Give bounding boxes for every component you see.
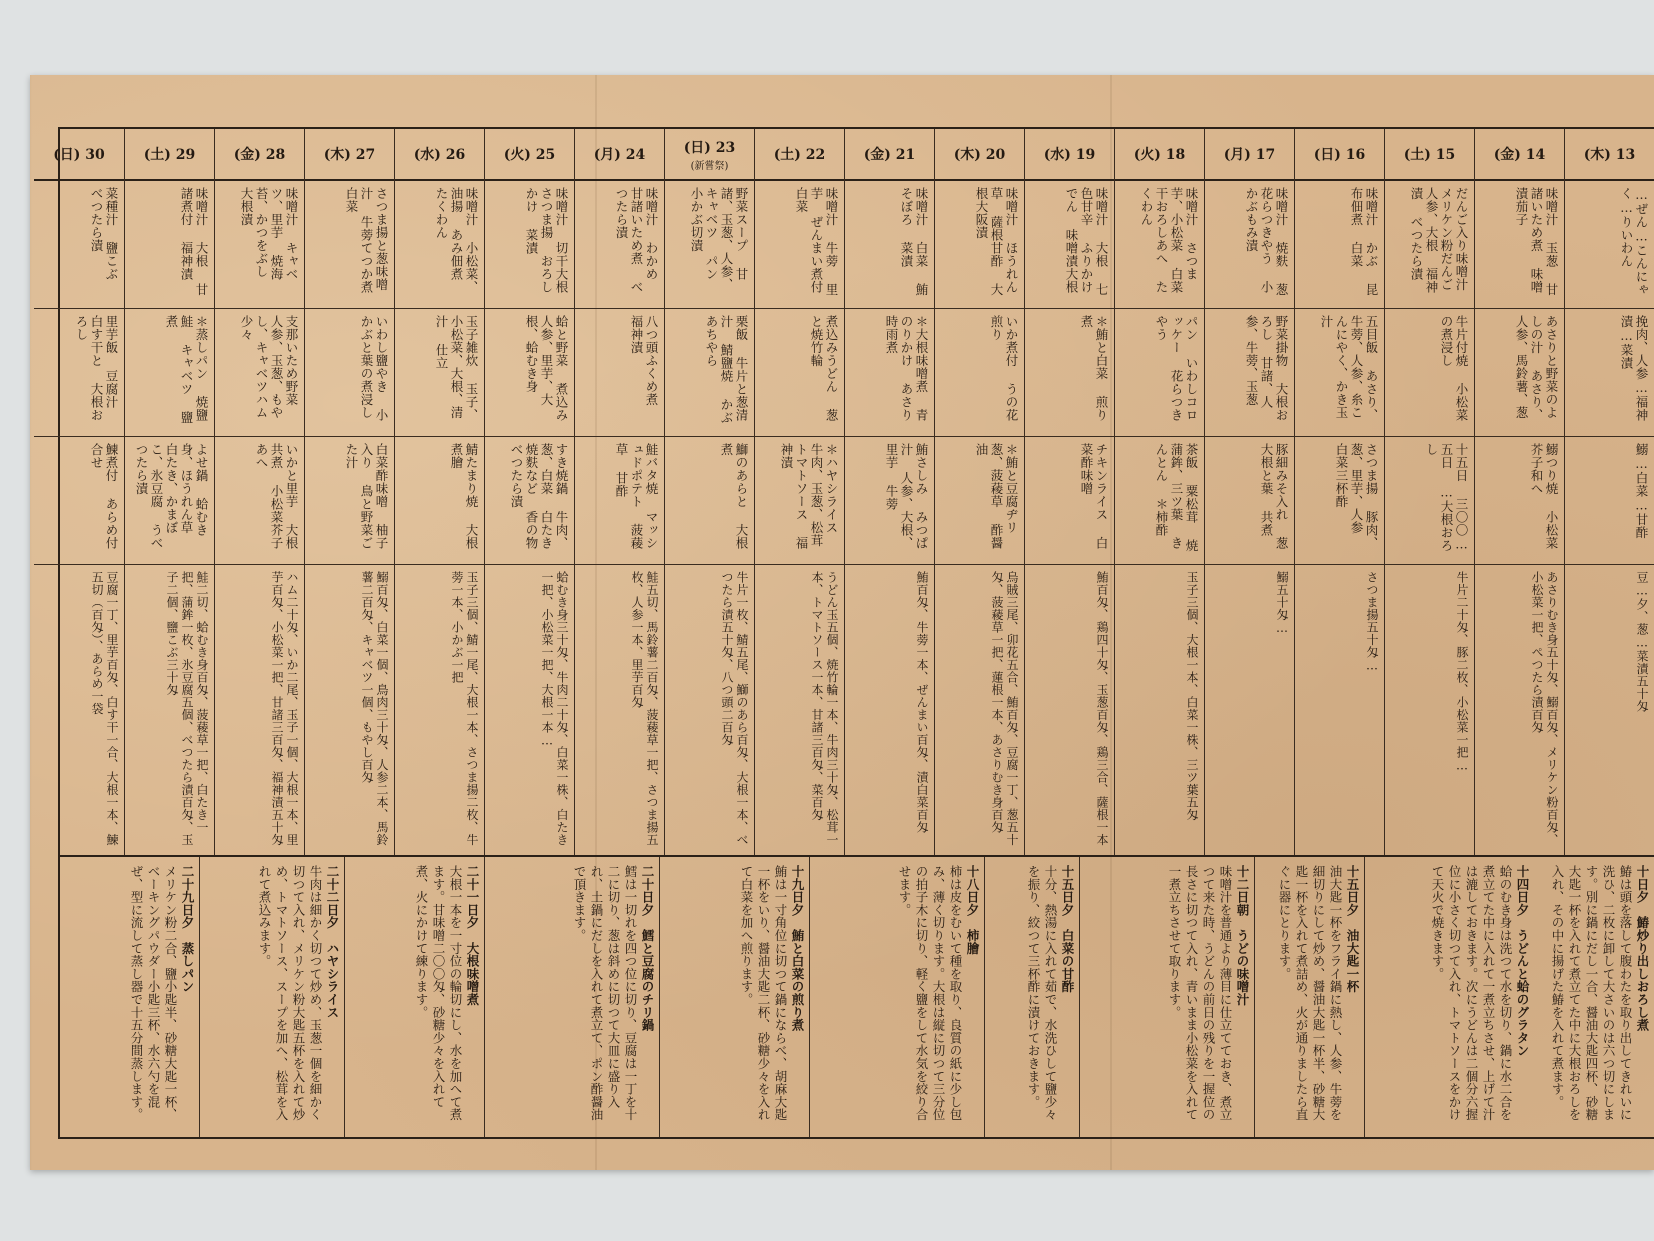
day-header: [395, 129, 484, 181]
day-column: [1474, 129, 1564, 855]
dinner-cell: 鮭バタ焼 マッシュドポテト 菠薐草 甘酢: [575, 437, 664, 565]
day-date: (土) 22: [773, 147, 826, 163]
day-header: [1115, 129, 1204, 181]
recipe-text: メリケン粉二合、鹽小匙半、砂糖大匙一杯、ベーキングパウダー小匙三杯、水六勺を混ぜ、型に流して蒸し器で十五分間蒸します。: [129, 865, 178, 1121]
breakfast-cell: …ぜん…こんにゃく…りいわん: [1565, 181, 1654, 309]
day-date: (月) 17: [1223, 147, 1276, 163]
recipe-day: 十五日夕: [1345, 865, 1360, 917]
ingredients-cell: さつま揚五十匁…: [1365, 571, 1379, 673]
day-date: (土) 15: [1403, 147, 1456, 163]
day-header: [1565, 129, 1654, 181]
recipe-block: [344, 857, 484, 1137]
day-header: [1295, 129, 1384, 181]
recipe-text: 鰆は頭を落して腹わたを取り出してきれいに洗ひ、二枚に卸して大さいのは六つ切にします。別に鍋にだし一合、醤油大匙四杯、砂糖大匙一杯を入れて煮立てた中に大根おろしを入れ、その中に揚げた鰆を入れて煮ます。: [1550, 865, 1633, 1121]
breakfast-cell: 味噌汁 焼麩 葱 花らつきやう 小かぶもみ漬: [1205, 181, 1294, 309]
lunch-cell: ＊蒸しパン 焼鹽鮭 キャベツ 鹽煮: [125, 309, 214, 437]
recipe-text: 油大匙一杯をフライ鍋に熱し、人参、牛蒡を細切りにして炒め、醤油大匙一杯半、砂糖大匙一杯を入れて煮詰め、火が通りましたら直ぐに器にとります。: [1277, 865, 1343, 1121]
day-date: (月) 24: [593, 147, 646, 163]
day-column: [844, 129, 934, 855]
ingredients-cell: 豆腐一丁、里芋百匁、白す干一合、大根一本、鰊五切（百匁）、あらめ一袋: [90, 571, 119, 846]
lunch-cell: 玉子雑炊 玉子、小松菜、大根、清汁 仕立: [395, 309, 484, 437]
ingredients-cell: 鮪百匁、鶏四十匁、玉葱百匁、鶏三合、薩根一本: [1095, 571, 1109, 846]
day-date: (木) 20: [953, 147, 1006, 163]
breakfast-cell: 味噌汁 玉葱 甘諸いため煮 味噌漬茄子: [1475, 181, 1564, 309]
dinner-cell: 鮪さしみ みつぱ汁 人参、大根、里芋 牛蒡: [845, 437, 934, 565]
breakfast-cell: さつま揚と葱味噌汁 牛蒡てつか煮 白菜: [305, 181, 394, 309]
recipe-text: 柿は皮をむいて種を取り、良質の紙に少し包み、薄く切ります。大根は縦に切つて三分位の拍子木に切り、軽く鹽をして水気を絞り合せます。: [897, 865, 963, 1121]
recipe-title: 鮪と白菜の煎り煮: [790, 929, 805, 1032]
day-header: [125, 129, 214, 181]
day-date: (金) 28: [233, 147, 286, 163]
day-header: [845, 129, 934, 181]
recipe-day: 十四日夕: [1515, 865, 1530, 917]
recipe-title: 油大匙一杯: [1345, 929, 1360, 994]
dinner-cell: ＊ハヤシライス 牛肉、玉葱、松茸 トマトソース 福神漬: [755, 437, 844, 565]
recipe-title: うどの味噌汁: [1235, 929, 1250, 1006]
lunch-cell: いわし鹽やき 小かぶと葉の煮浸し: [305, 309, 394, 437]
lunch-cell: 栗飯 牛片と葱清汁 鯖鹽焼 かぶあちやら: [665, 309, 754, 437]
recipe-day: 十五日夕: [1060, 865, 1075, 917]
day-date: (火) 25: [503, 147, 556, 163]
dinner-cell: 鰯…白菜…甘酢: [1565, 437, 1654, 565]
day-header: [305, 129, 394, 181]
day-header: [1205, 129, 1294, 181]
recipe-day: 十二日朝: [1235, 865, 1250, 917]
lunch-cell: 牛片付焼 小松菜の煮浸し: [1385, 309, 1474, 437]
day-date: (日) 16: [1313, 147, 1366, 163]
recipe-title: 鰆炒り出しおろし煮: [1635, 916, 1650, 1032]
ingredients-cell: 鮭五切、馬鈴薯二百匁、菠薐草一把、さつま揚五枚、人参一本、里芋百匁: [630, 571, 659, 846]
recipe-text: 牛肉は細かく切つて炒め、玉葱一個を細かく切つて入れ、メリケン粉大匙五杯を入れて炒め、トマトソース、スープを加へ、松茸を入れて煮込みます。: [257, 865, 323, 1121]
recipe-block: [1364, 857, 1534, 1137]
breakfast-cell: 味噌汁 さつま芋、小松菜 白菜干おろしあへ たくわん: [1115, 181, 1204, 309]
lunch-cell: 野菜掛物 大根おろし 甘諸、人参、牛蒡、玉葱: [1205, 309, 1294, 437]
breakfast-cell: 味噌汁 切干大根 さつま揚 おろしかけ 菜漬: [485, 181, 574, 309]
ingredients-cell: 豆…夕、葱…菜漬五十匁: [1635, 571, 1649, 713]
day-column: [1294, 129, 1384, 855]
day-date: (日) 30: [53, 147, 105, 163]
day-header: [1385, 129, 1474, 181]
ingredients-cell: 玉子三個、鯖一尾、大根一本、さつま揚二枚、牛蒡一本、小かぶ一把: [450, 571, 479, 846]
dinner-cell: チキンライス 白菜酢味噌: [1025, 437, 1114, 565]
breakfast-cell: だんご入り味噌汁 メリケン粉だんご 人参、大根 福神漬 べつたら漬: [1385, 181, 1474, 309]
recipe-block: [199, 857, 344, 1137]
recipe-title: 柿膾: [965, 929, 980, 955]
day-date: (金) 14: [1493, 147, 1546, 163]
ingredients-cell: 牛片一枚、鯖五尾、鰤のあら百匁、大根一本、べつたら漬五十匁、八つ頭二百匁: [720, 571, 749, 846]
breakfast-cell: 味噌汁 かぶ 昆布佃煮 白菜: [1295, 181, 1384, 309]
ingredients-cell: 烏賊三尾、卯花五合、鮪百匁、豆腐一丁、葱五十匁、菠薐草一把、蓮根一本、あさりむき身百匁: [990, 571, 1019, 846]
newspaper-page: [30, 75, 1654, 1170]
recipe-text: 鮪は一寸角位に切つて鍋にならべ、胡麻大匙一杯をいり、醤油大匙二杯、砂糖少々を入れて白菜を加へ煎ります。: [739, 865, 788, 1121]
ingredients-cell: 玉子三個、大根一本、白菜一株、三ツ葉五匁: [1185, 571, 1199, 821]
dinner-cell: 鰊煮付 あらめ付合せ: [34, 437, 124, 565]
day-column: [574, 129, 664, 855]
recipe-section: [58, 857, 1654, 1139]
day-date: (木) 13: [1583, 147, 1636, 163]
lunch-cell: 支那いため野菜 人参、玉葱、もやし、キャベツハム少々: [215, 309, 304, 437]
day-header: [215, 129, 304, 181]
dinner-cell: 茶飯 粟松茸 焼蒲鉾、三ツ葉 きんとん ＊柿酢: [1115, 437, 1204, 565]
ingredients-cell: 蛤むき身三十匁、牛肉二十匁、白菜一株、白たき一把、小松菜一把、大根一本…: [540, 571, 569, 846]
day-date: (日) 23: [683, 139, 736, 156]
dinner-cell: 十五日 三〇〇… 五日 …大根おろし: [1385, 437, 1474, 565]
recipe-block: [1534, 857, 1654, 1137]
day-column: [1114, 129, 1204, 855]
recipe-block: [809, 857, 984, 1137]
dinner-cell: 豚細みそ入れ 葱 大根と葉 共煮: [1205, 437, 1294, 565]
dinner-cell: 鰯つり焼 小松菜芥子和へ: [1475, 437, 1564, 565]
lunch-cell: パン いわしコロッケー 花らつきやう: [1115, 309, 1204, 437]
day-date: (火) 18: [1133, 147, 1186, 163]
dinner-cell: ＊鮪と豆腐ヂリ 葱、菠薐草 酢醤油: [935, 437, 1024, 565]
breakfast-cell: 味噌汁 キャベツ、里芋 焼海苔、かつをぶし 大根漬: [215, 181, 304, 309]
breakfast-cell: 菜種汁 鹽こぶ べつたら漬: [34, 181, 124, 309]
day-column: [1204, 129, 1294, 855]
day-column: [214, 129, 304, 855]
ingredients-cell: 鰯百匁、白菜一個、鳥肉三十匁、人参二本、馬鈴薯二百匁、キャベツ一個、もやし百匁: [360, 571, 389, 846]
recipe-day: 十八日夕: [965, 865, 980, 917]
recipe-day: 二十九日夕: [180, 865, 195, 929]
recipe-text: 味噌汁を普通より薄目に仕立てておき、煮立つて来た時、うどんの前日の残りを一握位の長さに切つて入れ、青いまま小松菜を入れて一煮立ちさせて取ります。: [1167, 865, 1233, 1121]
dinner-cell: 鯖たまり焼 大根煮膾: [395, 437, 484, 565]
recipe-text: 大根一本を一寸位の輪切にし、水を加へて煮ます。甘味噌二〇〇匁、砂糖少々を入れて煮、火にかけて練ります。: [414, 865, 463, 1121]
breakfast-cell: 味噌汁 わかめ 甘諸いため煮 べつたら漬: [575, 181, 664, 309]
day-date: (土) 29: [143, 147, 196, 163]
day-column: [34, 129, 124, 855]
recipe-block: [484, 857, 659, 1137]
lunch-cell: 五目飯 あさり、牛蒡、人参、糸こんにやく、かき玉汁: [1295, 309, 1384, 437]
ingredients-cell: 鮭二切、蛤むき身百匁、菠薐草一把、白たき一把、蒲鉾一枚、氷豆腐五個、べつたら漬百匁、玉子二個、鹽こぶ三十匁: [165, 571, 209, 846]
recipe-title: うどんと蛤のグラタン: [1515, 929, 1530, 1058]
recipe-day: 二十一日夕: [465, 865, 480, 929]
day-column: [484, 129, 574, 855]
lunch-cell: いか煮付 うの花煎り: [935, 309, 1024, 437]
lunch-cell: 挽肉、人参…福神漬…菜漬: [1565, 309, 1654, 437]
dinner-cell: 白菜酢味噌 柚子入り 鳥と野菜ごた汁: [305, 437, 394, 565]
ingredients-cell: 牛片二十匁、豚二枚、小松菜一把…: [1455, 571, 1469, 773]
day-date: (金) 21: [863, 147, 916, 163]
day-column: [304, 129, 394, 855]
recipe-day: 二十二日夕: [325, 865, 340, 929]
recipe-title: 大根味噌煮: [465, 941, 480, 1006]
day-header: [755, 129, 844, 181]
dinner-cell: さつま揚 豚肉、葱、里芋、人参 白菜三杯酢: [1295, 437, 1384, 565]
recipe-block: [659, 857, 809, 1137]
day-column: [124, 129, 214, 855]
lunch-cell: 蛤と野菜 煮込み 人参、里芋、大根、蛤むき身: [485, 309, 574, 437]
dinner-cell: すき焼鍋 牛肉、葱、白菜 白たき焼麩など 香の物 べつたら漬: [485, 437, 574, 565]
lunch-cell: 八つ頭ふくめ煮 福神漬: [575, 309, 664, 437]
recipe-title: 鱈と豆腐のチリ鍋: [640, 929, 655, 1032]
breakfast-cell: 野菜スープ 甘諸、玉葱、人参、キャベツ パン 小かぶ切漬: [665, 181, 754, 309]
lunch-cell: あさりと野菜のよしの汁 あさり、人参、馬鈴薯、葱: [1475, 309, 1564, 437]
day-column: [1564, 129, 1654, 855]
lunch-cell: 里芋飯 豆腐汁 白す干と 大根おろし: [34, 309, 124, 437]
ingredients-cell: あさりむき身五十匁、鰯百匁、メリケン粉百匁、小松菜一把、ぺつたら漬百匁: [1530, 571, 1559, 846]
recipe-block: [1254, 857, 1364, 1137]
recipe-title: 蒸しパン: [180, 941, 195, 994]
day-date: (木) 27: [323, 147, 376, 163]
ingredients-cell: うどん玉五個、焼竹輪一本、牛肉三十匁、松茸一本、トマトソース一本、甘諸三百匁、菜百匁: [810, 571, 839, 846]
ingredients-cell: ハム二十匁、いか二尾、玉子一個、大根一本、里芋百匁、小松菜一把、甘諸三百匁、福神漬五十匁: [270, 571, 299, 846]
breakfast-cell: 味噌汁 ほうれん草 薩根甘酢 大根大阪漬: [935, 181, 1024, 309]
recipe-day: 二十日夕: [640, 865, 655, 917]
breakfast-cell: 味噌汁 牛蒡 里芋 ぜんまい煮付 白菜: [755, 181, 844, 309]
day-column: [394, 129, 484, 855]
day-column: [1384, 129, 1474, 855]
recipe-text: 十分、熱湯に入れて茹で、水洗ひして鹽少々を振り、絞つて三杯酢に漬けておきます。: [1026, 865, 1058, 1121]
recipe-title: ハヤシライス: [325, 941, 340, 1019]
day-header: [665, 129, 754, 181]
recipe-day: 十九日夕: [790, 865, 805, 917]
day-header: [1475, 129, 1564, 181]
breakfast-cell: 味噌汁 白菜 鮪そぼろ 菜漬: [845, 181, 934, 309]
recipe-text: 蛤のむき身は洗つて水を切り、鍋に水二合を煮立てた中に入れて一煮立ちさせ、上げて汁は漉しておきます。次にうどんは二個分六握位に小さく切つて入れ、トマトソースをかけて天火で焼きます。: [1430, 865, 1513, 1121]
day-header: [34, 129, 124, 181]
day-column: [1024, 129, 1114, 855]
day-date: (水) 26: [413, 147, 466, 163]
day-header: [485, 129, 574, 181]
lunch-cell: 煮込みうどん 葱と焼竹輪: [755, 309, 844, 437]
recipe-block: [1079, 857, 1254, 1137]
day-column: [664, 129, 754, 855]
day-header: [575, 129, 664, 181]
lunch-cell: ＊鮪と白菜 煎り煮: [1025, 309, 1114, 437]
recipe-block: [59, 857, 199, 1137]
day-header: [935, 129, 1024, 181]
ingredients-cell: 鮪百匁、牛蒡一本、ぜんまい百匁、漬白菜百匁: [915, 571, 929, 834]
day-header: [1025, 129, 1114, 181]
dinner-cell: いかと里芋 大根 共煮 小松菜芥子あへ: [215, 437, 304, 565]
lunch-cell: ＊大根味噌煮 青のりかけ あさり時雨煮: [845, 309, 934, 437]
day-column: [754, 129, 844, 855]
dinner-cell: 鰤のあらと 大根煮: [665, 437, 754, 565]
recipe-text: 鱈は一切れを四つ位に切り、豆腐は一丁を十二に切り、葱は斜めに切つて大皿に盛り入れ、土鍋にだしを入れて煮立て、ポン酢醤油で頂きます。: [572, 865, 638, 1121]
day-date: (水) 19: [1043, 147, 1096, 163]
recipe-title: 白菜の甘酢: [1060, 929, 1075, 994]
weekly-menu-table: [53, 127, 1654, 857]
breakfast-cell: 味噌汁 小松菜、油揚 あみ佃煮 たくわん: [395, 181, 484, 309]
recipe-block: [984, 857, 1079, 1137]
day-holiday: (新嘗祭): [690, 160, 729, 172]
ingredients-cell: 鰯五十匁…: [1275, 571, 1289, 636]
breakfast-cell: 味噌汁 大根 甘諸煮付 福神漬: [125, 181, 214, 309]
recipe-day: 十日夕: [1635, 865, 1650, 904]
breakfast-cell: 味噌汁 大根 七色甘辛 ふりかけでん 味噌漬大根: [1025, 181, 1114, 309]
day-column: [934, 129, 1024, 855]
dinner-cell: よせ鍋 蛤むき身、ほうれん草 白たき、かまぼこ、氷豆腐 うべつたら漬: [125, 437, 214, 565]
